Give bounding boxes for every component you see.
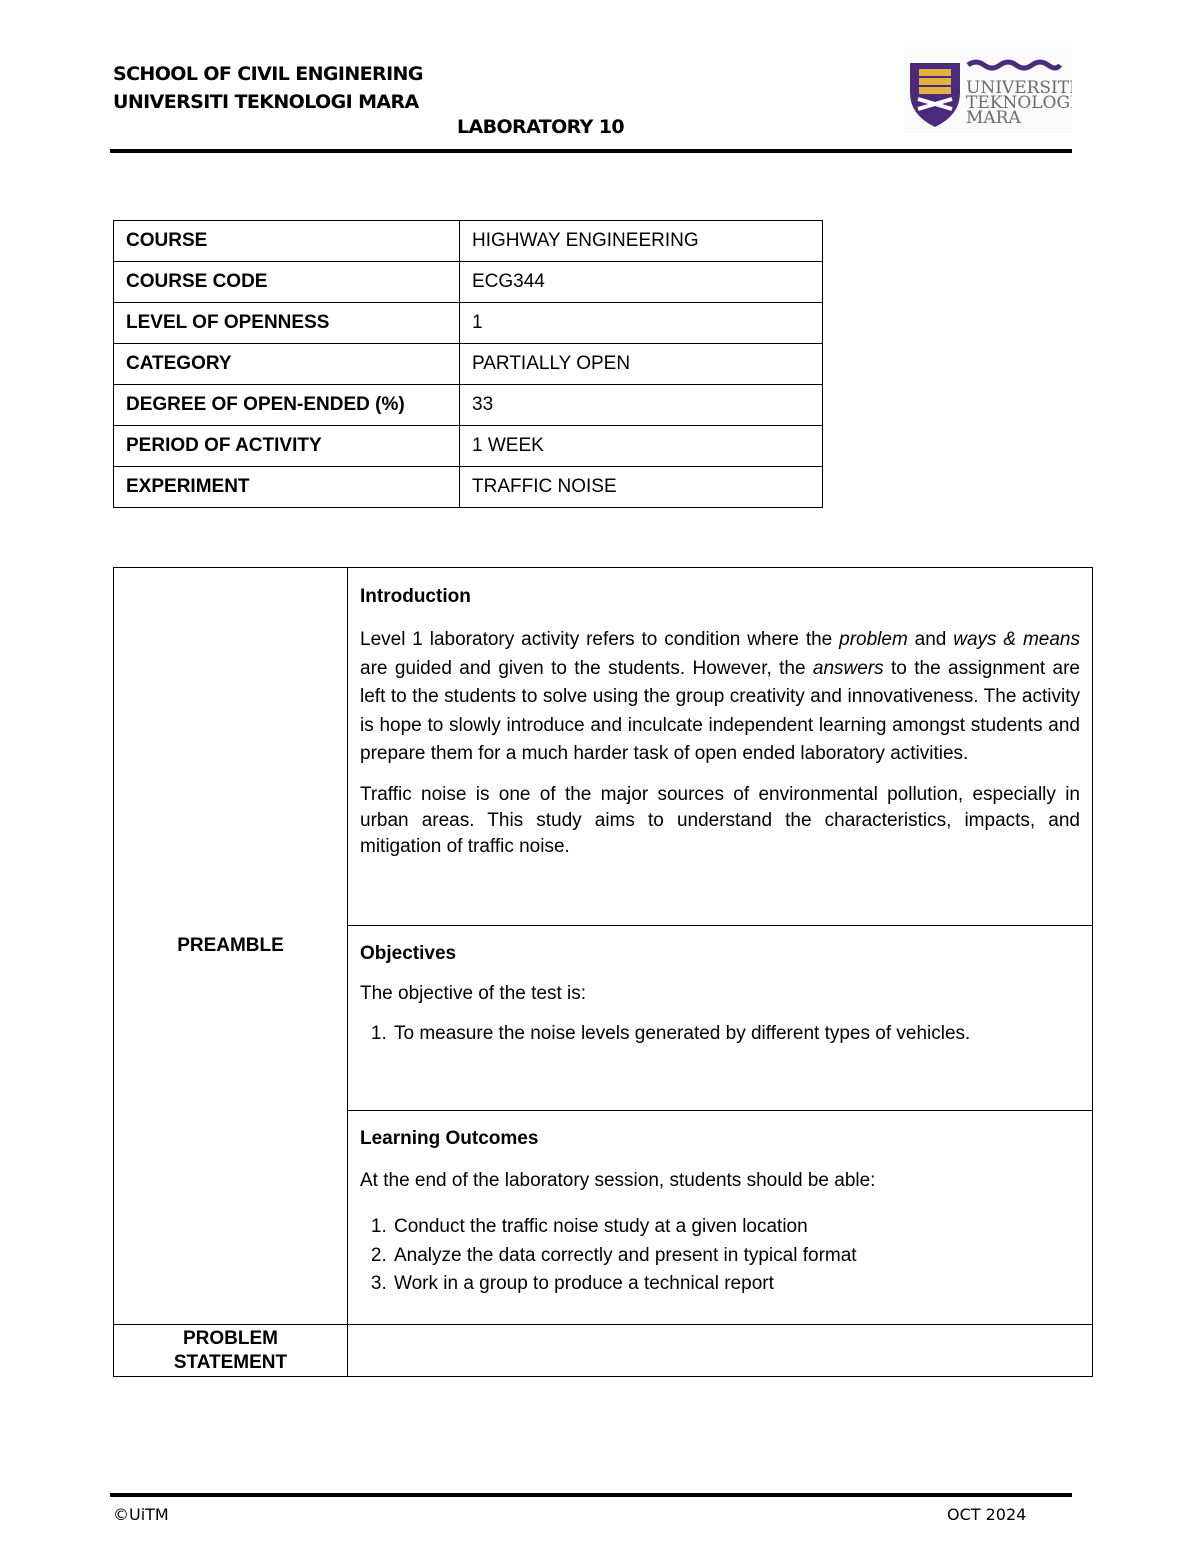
- introduction-title: Introduction: [360, 586, 471, 607]
- learning-outcomes-cell: [348, 1111, 1093, 1325]
- problem-statement-label: PROBLEM STATEMENT: [114, 1325, 348, 1377]
- school-name: SCHOOL OF CIVIL ENGINERING: [113, 63, 423, 85]
- university-name: UNIVERSITI TEKNOLOGI MARA: [113, 91, 419, 113]
- header-divider: [110, 149, 1072, 153]
- info-value: PARTIALLY OPEN: [460, 344, 823, 385]
- info-value: 1 WEEK: [460, 426, 823, 467]
- info-value: TRAFFIC NOISE: [460, 467, 823, 508]
- table-row: [114, 221, 823, 262]
- objectives-list: [360, 1022, 1080, 1046]
- introduction-cell: [348, 568, 1093, 926]
- info-value: ECG344: [460, 262, 823, 303]
- learning-outcomes-title: Learning Outcomes: [360, 1128, 539, 1149]
- logo-line-3: MARA: [966, 108, 1021, 128]
- uitm-logo: [904, 47, 1072, 133]
- introduction-paragraph-2: Traffic noise is one of the major sources of environmental pollution, especially in urban areas. This study aims to understand the characteristics, impacts, and mitigation of traffic noise.: [360, 783, 1080, 857]
- info-label: DEGREE OF OPEN-ENDED (%): [114, 385, 460, 426]
- course-info-table: [113, 220, 823, 508]
- learning-outcomes-list: [360, 1213, 1080, 1299]
- list-item: 2. Analyze the data correctly and present in typical format: [392, 1242, 1080, 1271]
- introduction-row: [114, 568, 1093, 926]
- table-row: [114, 303, 823, 344]
- objectives-cell: [348, 926, 1093, 1111]
- footer-divider: [110, 1493, 1072, 1497]
- list-item: 1. Conduct the traffic noise study at a given location: [392, 1213, 1080, 1242]
- preamble-label: PREAMBLE: [114, 568, 348, 1325]
- table-row: [114, 344, 823, 385]
- info-value: HIGHWAY ENGINEERING: [460, 221, 823, 262]
- info-value: 1: [460, 303, 823, 344]
- list-item: 1. To measure the noise levels generated by different types of vehicles.: [392, 1022, 1080, 1046]
- info-label: COURSE: [114, 221, 460, 262]
- objectives-lead: The objective of the test is:: [360, 983, 587, 1004]
- info-label: LEVEL OF OPENNESS: [114, 303, 460, 344]
- problem-statement-cell: [348, 1325, 1093, 1377]
- info-label: COURSE CODE: [114, 262, 460, 303]
- uitm-crest-icon: [904, 47, 1072, 133]
- introduction-paragraph-1: Level 1 laboratory activity refers to condition where the problem and ways & means are guided and given to the students. However, the answers to the assignment are left to the students to solve using the group creativity and innovativeness. The activity is hope to slowly introduce and inculcate independent learning amongst students and prepare them for a much harder task of open ended laboratory activities.: [360, 629, 1081, 764]
- footer-copyright: ©UiTM: [113, 1505, 169, 1524]
- info-label: EXPERIMENT: [114, 467, 460, 508]
- laboratory-title: LABORATORY 10: [457, 116, 625, 138]
- preamble-table: [113, 567, 1093, 1377]
- table-row: [114, 262, 823, 303]
- objectives-title: Objectives: [360, 943, 457, 964]
- problem-statement-row: [114, 1325, 1093, 1377]
- footer-date: OCT 2024: [947, 1505, 1027, 1524]
- header-school-block: [113, 60, 423, 116]
- learning-outcomes-lead: At the end of the laboratory session, students should be able:: [360, 1170, 876, 1191]
- list-item: 3. Work in a group to produce a technical report: [392, 1270, 1080, 1299]
- info-label: CATEGORY: [114, 344, 460, 385]
- table-row: [114, 467, 823, 508]
- logo-line-2: TEKNOLOGI: [966, 93, 1072, 113]
- logo-line-1: UNIVERSITI: [966, 78, 1072, 98]
- table-row: [114, 426, 823, 467]
- info-label: PERIOD OF ACTIVITY: [114, 426, 460, 467]
- table-row: [114, 385, 823, 426]
- info-value: 33: [460, 385, 823, 426]
